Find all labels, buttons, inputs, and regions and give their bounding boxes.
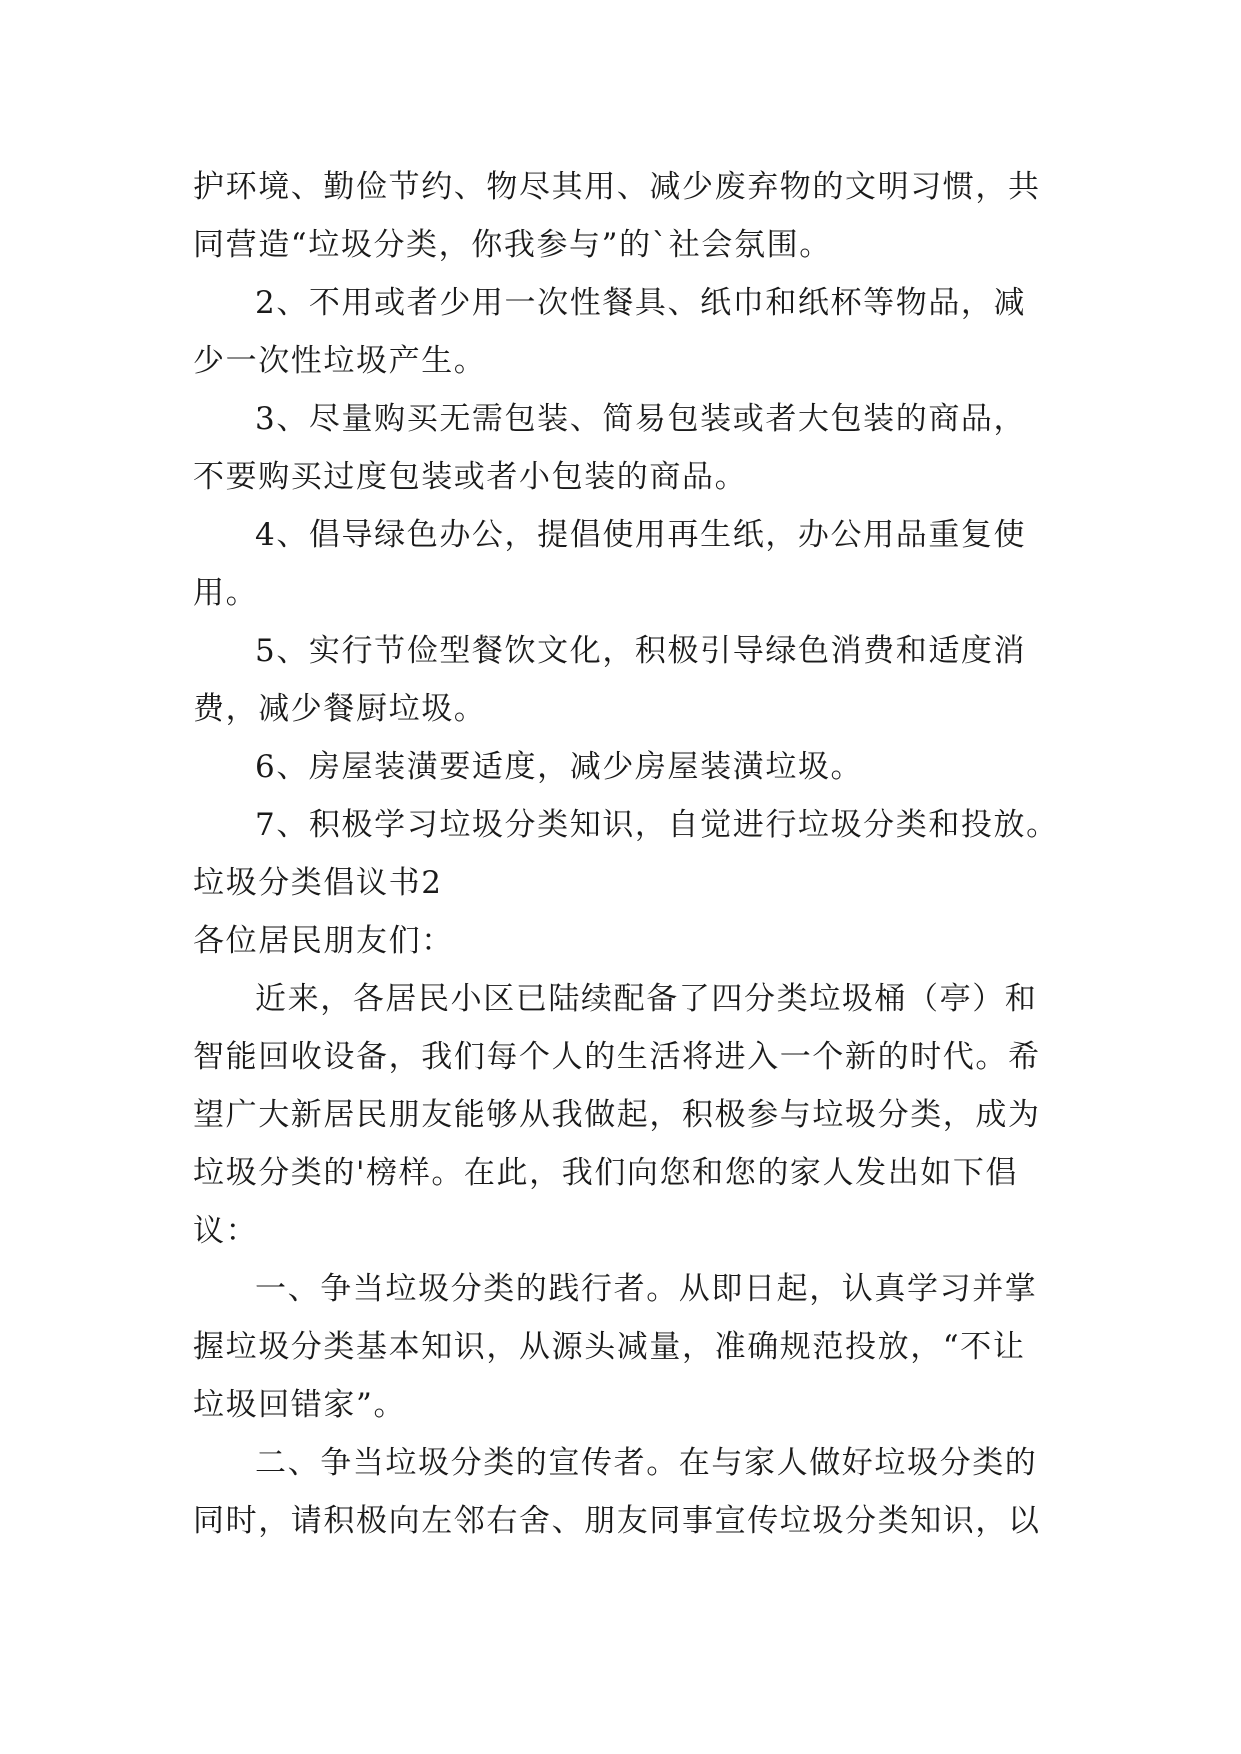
paragraph-start: 近来，各居民小区已陆续配备了四分类垃圾桶（亭）和 [255,981,1038,1017]
list-item-3: 3、尽量购买无需包装、简易包装或者大包装的商品， [255,401,1027,437]
text-line: 垃圾回错家”。 [193,1387,407,1423]
text-line: 用。 [193,575,259,611]
text-line: 握垃圾分类基本知识，从源头减量，准确规范投放，“不让 [193,1329,1026,1365]
text-line: 望广大新居民朋友能够从我做起，积极参与垃圾分类，成为 [193,1097,1041,1133]
proposal-item-2: 二、争当垃圾分类的宣传者。在与家人做好垃圾分类的 [255,1445,1038,1481]
text-line: 垃圾分类的'榜样。在此，我们向您和您的家人发出如下倡 [193,1155,1019,1191]
list-item-6: 6、房屋装潢要适度，减少房屋装潢垃圾。 [255,749,864,785]
list-item-2: 2、不用或者少用一次性餐具、纸巾和纸杯等物品，减 [255,285,1027,321]
text-line: 费，减少餐厨垃圾。 [193,691,487,727]
list-item-5: 5、实行节俭型餐饮文化，积极引导绿色消费和适度消 [255,633,1027,669]
text-line: 同时，请积极向左邻右舍、朋友同事宣传垃圾分类知识，以 [193,1503,1041,1539]
salutation: 各位居民朋友们： [193,923,454,959]
list-item-4: 4、倡导绿色办公，提倡使用再生纸，办公用品重复使 [255,517,1027,553]
text-line: 少一次性垃圾产生。 [193,343,487,379]
proposal-item-1: 一、争当垃圾分类的践行者。从即日起，认真学习并掌 [255,1271,1038,1307]
text-line: 护环境、勤俭节约、物尽其用、减少废弃物的文明习惯，共 [193,169,1041,205]
text-line: 不要购买过度包装或者小包装的商品。 [193,459,748,495]
list-item-7: 7、积极学习垃圾分类知识，自觉进行垃圾分类和投放。 [255,807,1059,843]
text-line: 议： [193,1213,259,1249]
document-page [193,158,1058,1550]
section-title: 垃圾分类倡议书2 [193,865,443,901]
text-line: 智能回收设备，我们每个人的生活将进入一个新的时代。希 [193,1039,1041,1075]
text-line: 同营造“垃圾分类，你我参与”的`社会氛围。 [193,227,832,263]
